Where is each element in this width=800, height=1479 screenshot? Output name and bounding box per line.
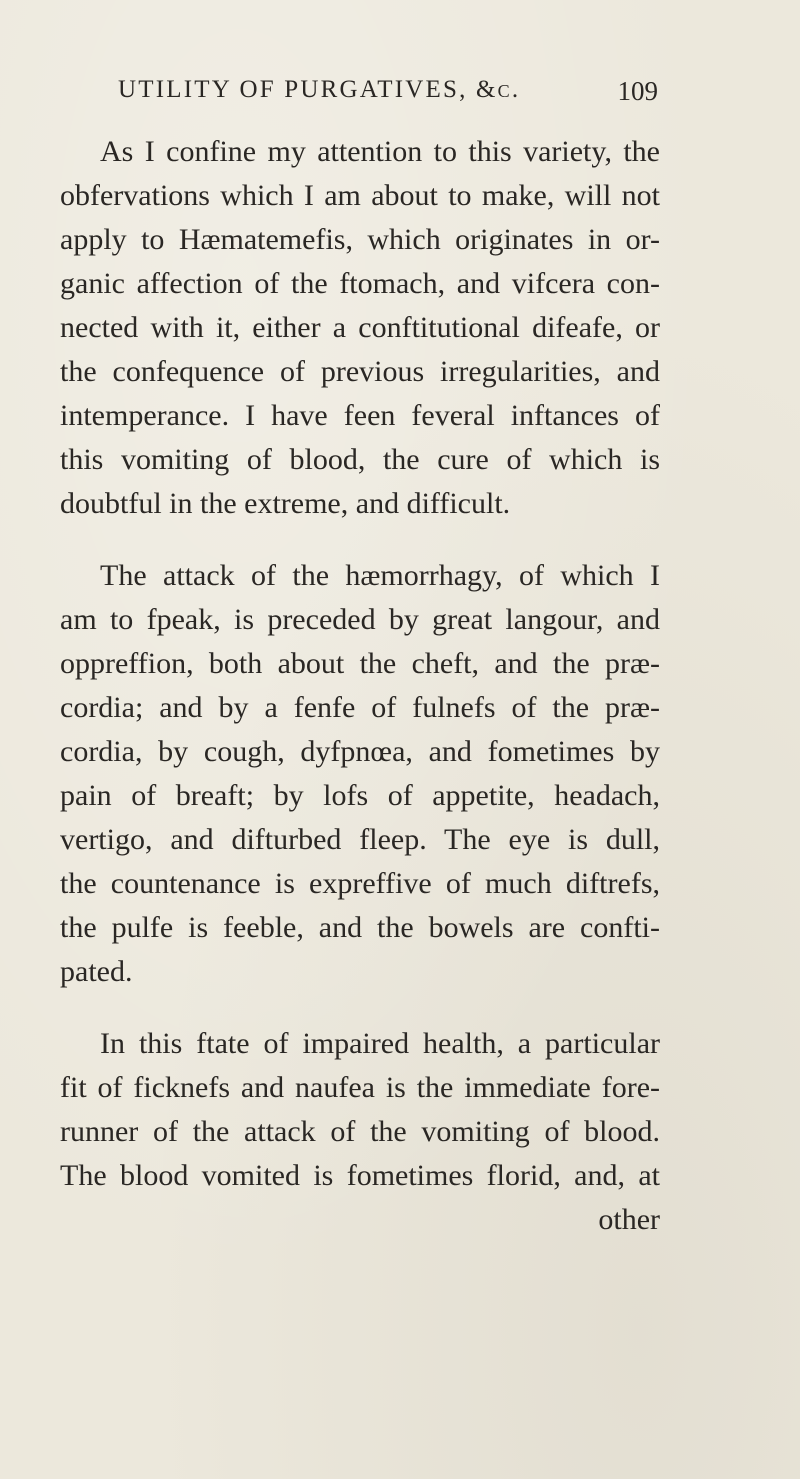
text-line: am to fpeak, is preceded by great langour, and — [60, 603, 660, 636]
text-line: the confequence of previous irregularities, and — [60, 355, 660, 388]
text-line: ganic affection of the ftomach, and vifcera con- — [60, 267, 660, 300]
paragraph — [60, 130, 660, 526]
paragraph — [60, 554, 660, 994]
text-line: doubtful in the extreme, and difficult. — [60, 487, 511, 520]
text-line: this vomiting of blood, the cure of which is — [60, 443, 660, 476]
text-line: the pulfe is feeble, and the bowels are confti- — [60, 911, 660, 944]
text-line: intemperance. I have feen feveral inftances of — [60, 399, 660, 432]
running-title: UTILITY OF PURGATIVES, &c. — [118, 76, 521, 103]
text-line: apply to Hæmatemefis, which originates in or- — [60, 223, 660, 256]
text-line: the countenance is expreffive of much diftrefs, — [60, 867, 660, 900]
running-head — [118, 76, 658, 116]
text-line: The blood vomited is fometimes florid, and, at — [60, 1159, 660, 1192]
text-line: fit of ficknefs and naufea is the immediate fore- — [60, 1071, 660, 1104]
body-text — [60, 130, 660, 1242]
text-line: oppreffion, both about the cheft, and the præ- — [60, 647, 660, 680]
text-line: nected with it, either a conftitutional difeafe, or — [60, 311, 660, 344]
text-line: cordia; and by a fenfe of fulnefs of the præ- — [60, 691, 660, 724]
paragraph-gap — [60, 994, 660, 1022]
text-line: cordia, by cough, dyfpnœa, and fometimes by — [60, 735, 660, 768]
text-line: In this ftate of impaired health, a particular — [100, 1027, 660, 1060]
page-number: 109 — [617, 76, 658, 106]
paragraph — [60, 1022, 660, 1242]
text-line: pain of breaft; by lofs of appetite, headach, — [60, 779, 660, 812]
catchword: other — [598, 1203, 660, 1236]
text-line: vertigo, and difturbed fleep. The eye is dull, — [60, 823, 660, 856]
text-line: obfervations which I am about to make, will not — [60, 179, 660, 212]
paragraph-gap — [60, 526, 660, 554]
text-line: pated. — [60, 955, 133, 988]
text-line: As I confine my attention to this variety, the — [100, 135, 660, 168]
text-line: runner of the attack of the vomiting of blood. — [60, 1115, 660, 1148]
text-line: The attack of the hæmorrhagy, of which I — [100, 559, 660, 592]
